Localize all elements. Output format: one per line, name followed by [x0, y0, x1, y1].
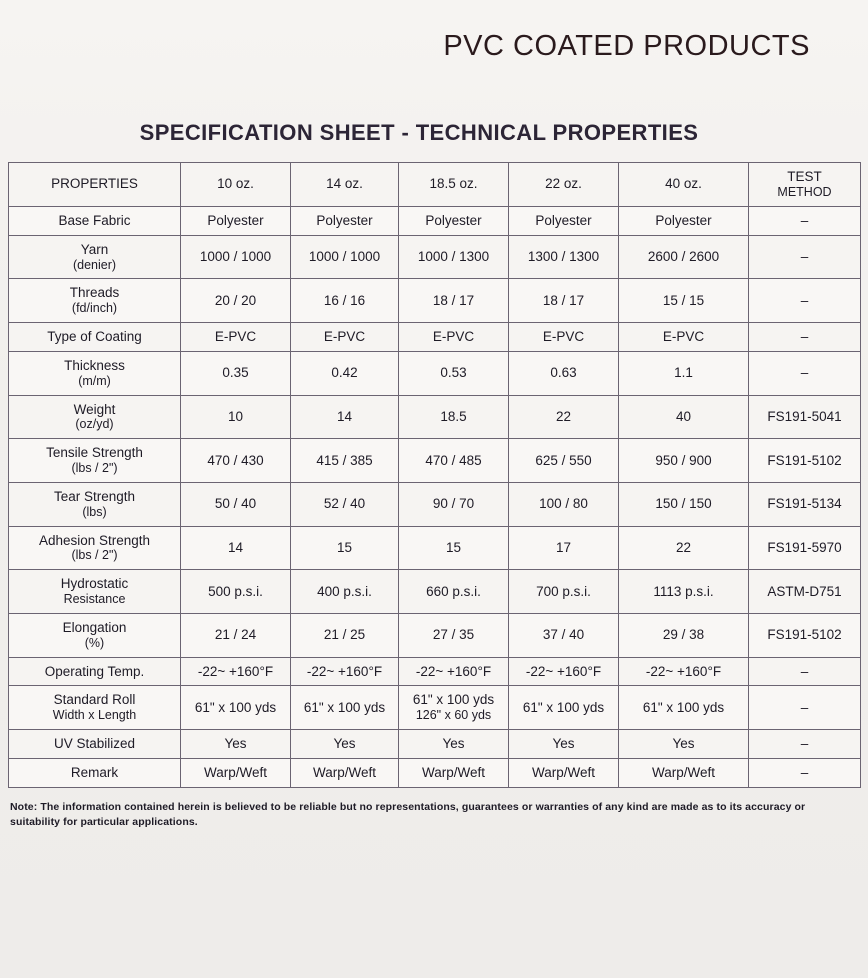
- row-property-label: Elongation: [62, 619, 127, 635]
- row-value-text: Polyester: [316, 212, 373, 228]
- column-header-0: [9, 163, 181, 207]
- row-value-cell: [509, 759, 619, 788]
- footer-note: Note: The information contained herein is believed to be reliable but no representations, guarantees or warranties of any kind are made as to its accuracy or suitability for particular applications.: [10, 801, 806, 829]
- column-header-label: TEST: [787, 169, 822, 184]
- row-property-label: Type of Coating: [47, 328, 142, 344]
- row-property-cell: [9, 730, 181, 759]
- row-value-text: Warp/Weft: [651, 765, 715, 781]
- row-value-text: Polyester: [425, 212, 482, 228]
- row-value-text: 0.53: [440, 365, 467, 381]
- row-value-cell: [509, 235, 619, 279]
- row-value-text: 415 / 385: [316, 452, 373, 468]
- row-value-text: E-PVC: [214, 328, 257, 344]
- column-header-sublabel: METHOD: [777, 184, 832, 199]
- row-value-cell: [399, 570, 509, 614]
- row-value-cell: [509, 482, 619, 526]
- row-value-cell: [619, 279, 749, 323]
- row-value-text: Warp/Weft: [203, 765, 267, 781]
- row-value-text: 1113 p.s.i.: [653, 583, 714, 599]
- row-value-text: 950 / 900: [655, 452, 712, 468]
- row-test-method-cell: –: [749, 322, 861, 351]
- row-value-cell: [399, 613, 509, 657]
- row-value-cell: [399, 759, 509, 788]
- row-value-cell: [291, 439, 399, 483]
- row-value-cell: [619, 526, 749, 570]
- row-value-cell: [291, 570, 399, 614]
- row-value-cell: [619, 570, 749, 614]
- row-property-cell: [9, 482, 181, 526]
- row-property-label: Yarn: [80, 241, 109, 257]
- row-value-text: 15 / 15: [662, 292, 705, 308]
- row-value-text: Yes: [672, 736, 695, 752]
- row-value-cell: [619, 686, 749, 730]
- row-test-method-cell: –: [749, 730, 861, 759]
- row-test-method-cell: –: [749, 206, 861, 235]
- row-value-cell: [399, 439, 509, 483]
- table-row: [9, 570, 861, 614]
- row-value-cell: [619, 730, 749, 759]
- row-test-method-cell: –: [749, 351, 861, 395]
- row-test-method-cell: ASTM-D751: [749, 570, 861, 614]
- row-value-cell: [181, 613, 291, 657]
- table-row: [9, 279, 861, 323]
- row-property-label: Adhesion Strength: [38, 532, 151, 548]
- row-property-sublabel: Resistance: [63, 592, 126, 607]
- table-row: [9, 686, 861, 730]
- row-value-cell: [399, 206, 509, 235]
- row-value-text: 470 / 485: [425, 452, 482, 468]
- row-property-cell: [9, 206, 181, 235]
- row-value-text: 1000 / 1300: [417, 248, 490, 264]
- row-value-text: 0.35: [222, 365, 249, 381]
- row-value-text: Yes: [333, 736, 356, 752]
- row-value-text: 90 / 70: [432, 496, 475, 512]
- row-value-text: E-PVC: [542, 328, 585, 344]
- row-value-text: 625 / 550: [535, 452, 592, 468]
- table-row: [9, 439, 861, 483]
- row-value-text: Yes: [442, 736, 465, 752]
- row-value-cell: [399, 279, 509, 323]
- row-value-text: 15: [445, 539, 462, 555]
- row-value-cell: [509, 730, 619, 759]
- row-value-text: 29 / 38: [662, 627, 705, 643]
- row-value-text: 400 p.s.i.: [317, 583, 372, 599]
- row-value-text: 18.5: [440, 408, 467, 424]
- row-value-text: Polyester: [207, 212, 264, 228]
- row-value-text: 20 / 20: [214, 292, 257, 308]
- row-value-cell: [399, 657, 509, 686]
- row-value-text: 18 / 17: [432, 292, 475, 308]
- table-row: [9, 526, 861, 570]
- row-value-text: 0.63: [550, 365, 577, 381]
- row-value-text: 40: [675, 408, 692, 424]
- row-property-label: Base Fabric: [58, 212, 131, 228]
- row-value-cell: [291, 482, 399, 526]
- document-header: [0, 0, 868, 92]
- row-value-text: 2600 / 2600: [647, 248, 720, 264]
- row-value-cell: [399, 730, 509, 759]
- row-value-text: 14: [336, 408, 353, 424]
- row-value-cell: [509, 570, 619, 614]
- row-value-text: 0.42: [331, 365, 358, 381]
- row-property-label: Tear Strength: [53, 488, 136, 504]
- row-value-cell: [181, 235, 291, 279]
- row-value-cell: [399, 322, 509, 351]
- row-property-sublabel: (denier): [72, 257, 117, 272]
- row-value-cell: [291, 657, 399, 686]
- row-value-cell: [619, 322, 749, 351]
- row-value-cell: [291, 322, 399, 351]
- spec-table-body: [9, 163, 861, 788]
- row-value-cell: [619, 613, 749, 657]
- column-header-1: [181, 163, 291, 207]
- row-value-text: 100 / 80: [539, 496, 588, 512]
- row-value-cell: [291, 395, 399, 439]
- row-value-cell: [509, 613, 619, 657]
- row-property-sublabel: (lbs / 2"): [71, 548, 118, 563]
- row-value-text: 14: [227, 539, 244, 555]
- row-value-text: E-PVC: [432, 328, 475, 344]
- row-value-text: 10: [227, 408, 244, 424]
- row-value-text: 61" x 100 yds: [412, 692, 495, 708]
- row-value-cell: [619, 759, 749, 788]
- row-value-cell: [619, 439, 749, 483]
- row-value-text: 500 p.s.i.: [208, 583, 263, 599]
- row-value-cell: [509, 439, 619, 483]
- row-property-sublabel: (lbs): [82, 504, 107, 519]
- row-value-text: 660 p.s.i.: [426, 583, 481, 599]
- row-value-text: Yes: [552, 736, 575, 752]
- column-header-4: [509, 163, 619, 207]
- column-header-label: PROPERTIES: [51, 176, 138, 192]
- row-value-cell: [181, 439, 291, 483]
- row-value-text: 61" x 100 yds: [642, 699, 725, 715]
- row-value-cell: [291, 730, 399, 759]
- row-property-label: Tensile Strength: [46, 445, 143, 461]
- spec-table-container: [8, 162, 860, 788]
- row-value-cell: [291, 613, 399, 657]
- row-value-cell: [619, 482, 749, 526]
- row-value-text: 22: [675, 539, 692, 555]
- row-value-cell: [181, 482, 291, 526]
- row-property-cell: [9, 235, 181, 279]
- row-value-cell: [181, 351, 291, 395]
- column-header-5: [619, 163, 749, 207]
- page-title: PVC COATED PRODUCTS: [443, 29, 810, 62]
- row-property-cell: [9, 439, 181, 483]
- row-value-cell: [619, 206, 749, 235]
- row-value-text: 1000 / 1000: [199, 248, 272, 264]
- row-value-cell: [619, 657, 749, 686]
- row-value-cell: [181, 395, 291, 439]
- column-header-6: [749, 163, 861, 207]
- row-value-cell: [181, 759, 291, 788]
- column-header-3: [399, 163, 509, 207]
- row-value-cell: [181, 526, 291, 570]
- row-value-cell: [181, 657, 291, 686]
- row-value-text: 18 / 17: [542, 292, 585, 308]
- row-property-sublabel: Width x Length: [52, 708, 137, 723]
- row-value-cell: [399, 482, 509, 526]
- row-value-cell: [509, 279, 619, 323]
- row-property-cell: [9, 526, 181, 570]
- row-value-text: 37 / 40: [542, 627, 585, 643]
- row-test-method-cell: FS191-5102: [749, 439, 861, 483]
- table-row: [9, 657, 861, 686]
- row-property-cell: [9, 657, 181, 686]
- row-value-text: 21 / 25: [323, 627, 366, 643]
- row-property-sublabel: (%): [84, 635, 105, 650]
- row-value-cell: [181, 279, 291, 323]
- row-property-label: Standard Roll: [53, 692, 136, 708]
- row-property-sublabel: (fd/inch): [71, 301, 118, 316]
- row-test-method-cell: –: [749, 686, 861, 730]
- table-header-row: [9, 163, 861, 207]
- row-value-cell: [291, 686, 399, 730]
- row-value-cell: [509, 657, 619, 686]
- row-test-method-cell: –: [749, 235, 861, 279]
- table-row: [9, 322, 861, 351]
- row-value-text: 15: [336, 539, 353, 555]
- row-value-cell: [291, 279, 399, 323]
- row-value-text: 1000 / 1000: [308, 248, 381, 264]
- row-value-text: 17: [555, 539, 572, 555]
- row-value-text: -22~ +160°F: [645, 663, 722, 679]
- row-value-text: 21 / 24: [214, 627, 257, 643]
- row-value-cell: [509, 686, 619, 730]
- row-value-text: E-PVC: [662, 328, 705, 344]
- row-property-cell: [9, 613, 181, 657]
- table-row: [9, 759, 861, 788]
- row-property-cell: [9, 570, 181, 614]
- column-header-2: [291, 163, 399, 207]
- row-value-cell: [291, 206, 399, 235]
- row-value-text: 700 p.s.i.: [536, 583, 591, 599]
- row-value-text: Warp/Weft: [312, 765, 376, 781]
- spec-table: [8, 162, 861, 788]
- row-value-cell: [619, 351, 749, 395]
- row-value-cell: [509, 206, 619, 235]
- row-value-text: 1.1: [674, 365, 693, 381]
- row-test-method-cell: FS191-5102: [749, 613, 861, 657]
- row-value-cell: [181, 686, 291, 730]
- table-row: [9, 351, 861, 395]
- row-value-text: -22~ +160°F: [525, 663, 602, 679]
- row-value-text: 16 / 16: [323, 292, 366, 308]
- row-test-method-cell: FS191-5134: [749, 482, 861, 526]
- row-value-cell: [619, 395, 749, 439]
- table-row: [9, 482, 861, 526]
- row-value-cell: [181, 730, 291, 759]
- row-value-cell: [291, 759, 399, 788]
- column-header-label: 40 oz.: [665, 176, 702, 192]
- row-value-text: -22~ +160°F: [306, 663, 383, 679]
- row-test-method-cell: –: [749, 279, 861, 323]
- table-row: [9, 206, 861, 235]
- row-property-cell: [9, 279, 181, 323]
- row-value-text: 470 / 430: [207, 452, 264, 468]
- row-value-cell: [181, 322, 291, 351]
- row-value-text: Polyester: [655, 212, 712, 228]
- row-property-label: Threads: [69, 285, 120, 301]
- row-value-cell: [509, 351, 619, 395]
- column-header-label: 18.5 oz.: [429, 176, 478, 192]
- row-property-label: UV Stabilized: [53, 736, 136, 752]
- column-header-label: 10 oz.: [217, 176, 254, 192]
- row-value-text: Polyester: [535, 212, 592, 228]
- row-value-text: 1300 / 1300: [527, 248, 600, 264]
- row-property-label: Hydrostatic: [60, 576, 129, 592]
- row-property-sublabel: (oz/yd): [75, 417, 114, 432]
- row-value-text: -22~ +160°F: [415, 663, 492, 679]
- column-header-label: 22 oz.: [545, 176, 582, 192]
- row-value-text: 61" x 100 yds: [522, 699, 605, 715]
- row-property-label: Weight: [73, 401, 116, 417]
- row-value-text: 22: [555, 408, 572, 424]
- row-property-sublabel: (m/m): [78, 373, 111, 388]
- row-property-cell: [9, 395, 181, 439]
- row-test-method-cell: FS191-5041: [749, 395, 861, 439]
- row-value-cell: [291, 351, 399, 395]
- row-value-cell: [399, 395, 509, 439]
- row-test-method-cell: FS191-5970: [749, 526, 861, 570]
- row-value-text: 27 / 35: [432, 627, 475, 643]
- row-value-cell: [509, 526, 619, 570]
- row-value-cell: [399, 526, 509, 570]
- row-value-text: 61" x 100 yds: [194, 699, 277, 715]
- spec-sheet-title: SPECIFICATION SHEET - TECHNICAL PROPERTIES: [139, 120, 699, 145]
- row-property-sublabel: (lbs / 2"): [71, 461, 118, 476]
- table-row: [9, 235, 861, 279]
- row-value-text: Warp/Weft: [531, 765, 595, 781]
- row-value-cell: [399, 235, 509, 279]
- row-value-cell: [509, 395, 619, 439]
- table-row: [9, 730, 861, 759]
- row-value-cell: [291, 235, 399, 279]
- row-value-text: 50 / 40: [214, 496, 257, 512]
- row-value-text: 61" x 100 yds: [303, 699, 386, 715]
- row-property-label: Thickness: [64, 357, 125, 373]
- row-value-cell: [399, 686, 509, 730]
- row-value-cell: [181, 570, 291, 614]
- row-property-label: Remark: [70, 765, 119, 781]
- row-property-cell: [9, 686, 181, 730]
- row-value-cell: [399, 351, 509, 395]
- row-test-method-cell: –: [749, 759, 861, 788]
- table-row: [9, 395, 861, 439]
- row-property-cell: [9, 351, 181, 395]
- row-value-text: E-PVC: [323, 328, 366, 344]
- row-property-cell: [9, 322, 181, 351]
- row-value-cell: [509, 322, 619, 351]
- row-value-cell: [291, 526, 399, 570]
- row-test-method-cell: –: [749, 657, 861, 686]
- row-value-text: Warp/Weft: [421, 765, 485, 781]
- row-property-label: Operating Temp.: [44, 663, 145, 679]
- row-value-text: -22~ +160°F: [197, 663, 274, 679]
- table-row: [9, 613, 861, 657]
- row-value-cell: [619, 235, 749, 279]
- row-value-text: 126" x 60 yds: [415, 708, 492, 723]
- row-value-text: Yes: [224, 736, 247, 752]
- row-property-cell: [9, 759, 181, 788]
- row-value-text: 52 / 40: [323, 496, 366, 512]
- row-value-text: 150 / 150: [655, 496, 712, 512]
- column-header-label: 14 oz.: [326, 176, 363, 192]
- row-value-cell: [181, 206, 291, 235]
